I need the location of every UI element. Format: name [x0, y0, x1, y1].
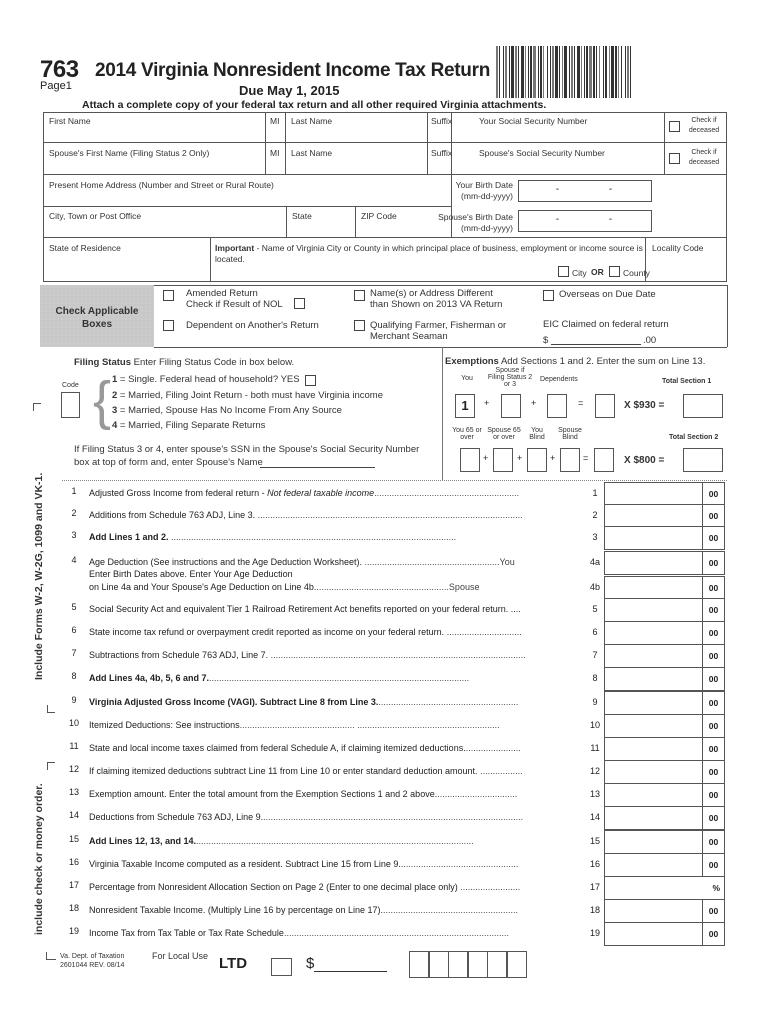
ssn-label: Your Social Security Number [479, 116, 588, 126]
line-7-amount-field[interactable] [604, 644, 725, 668]
line-14-amount-field[interactable] [604, 806, 725, 830]
local-use-label: For Local Use [152, 951, 209, 961]
cents-label: 00 [702, 923, 724, 945]
nol-checkbox[interactable] [294, 298, 305, 309]
you65-label: You 65 or over [452, 427, 482, 441]
eic-amount-field[interactable] [551, 333, 641, 344]
amended-return-label: Amended Return [186, 288, 258, 299]
line-reference: 14 [589, 812, 600, 822]
cents-label: 00 [702, 738, 724, 760]
spouse-first-name-label: Spouse's First Name (Filing Status 2 Only) [49, 148, 210, 158]
cents-label: 00 [702, 645, 724, 667]
line-description: Itemized Deductions: See instructions.............................................. ......................................................... [89, 720, 500, 730]
line-description: State income tax refund or overpayment credit reported as income on your federal return. .............................. [89, 627, 522, 637]
line-number: 14 [68, 810, 79, 820]
line-17-amount-field[interactable] [604, 876, 725, 900]
farmer-label: Qualifying Farmer, Fisherman or Merchant Seaman [370, 320, 507, 342]
line-number: 12 [68, 764, 79, 774]
line-number: 11 [69, 741, 79, 751]
line-description: Add Lines 12, 13, and 14................................................................................................................ [89, 836, 474, 846]
line-number: 4 [71, 555, 77, 565]
state-field[interactable] [288, 221, 352, 235]
ssn-field[interactable] [455, 126, 661, 140]
line-number: 17 [68, 880, 79, 890]
line-reference: 5 [592, 604, 598, 614]
exemption-spouse-field[interactable] [501, 394, 521, 418]
line-3-amount-field[interactable] [604, 526, 725, 550]
barcode-bar [631, 46, 633, 98]
line-reference: 17 [589, 882, 600, 892]
deceased-label: Check if deceased [688, 117, 720, 134]
cents-label: 00 [702, 900, 724, 922]
exemption-sum1-field[interactable] [595, 394, 615, 418]
cents-label: 00 [702, 807, 724, 829]
side-label-forms: Include Forms W-2, W-2G, 1099 and VK-1. [33, 472, 45, 680]
line-reference: 1 [592, 488, 598, 498]
birth-date-label: Your Birth Date [455, 180, 513, 190]
rev-label: 2601044 REV. 08/14 [60, 962, 125, 969]
line-1-amount-field[interactable] [604, 482, 725, 506]
exemption-sum2-field[interactable] [594, 448, 614, 472]
head-of-household-checkbox[interactable] [305, 375, 316, 386]
line-16-amount-field[interactable] [604, 853, 725, 877]
line-number: 3 [71, 530, 77, 540]
important-note: Important - Name of Virginia City or County in which principal place of business, employment or income source is located. [215, 243, 643, 264]
city-option-label: City [572, 268, 587, 278]
line-number: 2 [71, 508, 77, 518]
filing-status-option: 2 = Married, Filing Joint Return - both must have Virginia income [112, 390, 383, 401]
total-section2-field[interactable] [683, 448, 723, 472]
cents-label: 00 [702, 552, 724, 574]
cents-label: 00 [702, 715, 724, 737]
spouse-deceased-checkbox[interactable] [669, 153, 680, 164]
line-12-amount-field[interactable] [604, 760, 725, 784]
spouse-ssn-label: Spouse's Social Security Number [479, 148, 605, 158]
filing-status-option: 3 = Married, Spouse Has No Income From Any Source [112, 405, 342, 416]
line-number: 16 [68, 857, 79, 867]
filing-status-option: 4 = Married, Filing Separate Returns [112, 420, 266, 431]
line-10-amount-field[interactable] [604, 714, 725, 738]
or-label: OR [591, 267, 604, 277]
spouse-if-label: Spouse if Filing Status 2 or 3 [487, 367, 533, 388]
eic-label: EIC Claimed on federal return [543, 319, 669, 330]
dept-label: Va. Dept. of Taxation [60, 953, 125, 960]
cents-label: 00 [702, 831, 724, 853]
line-description: Deductions from Schedule 763 ADJ, Line 9......................................................................................................... [89, 812, 524, 822]
local-use-digit-box[interactable] [507, 951, 527, 978]
line-number: 9 [71, 695, 77, 705]
ltd-checkbox[interactable] [271, 958, 292, 976]
state-label: State [292, 211, 312, 221]
spouse-last-name-label: Last Name [291, 148, 333, 158]
total-section1-field[interactable] [683, 394, 723, 418]
exemption-you-field[interactable]: 1 [455, 394, 475, 418]
spouse-deceased-label: Check if deceased [688, 149, 720, 166]
equals-sign: = [583, 453, 589, 463]
line-13-amount-field[interactable] [604, 783, 725, 807]
line-number: 15 [68, 834, 79, 844]
locality-code-field[interactable] [649, 254, 724, 278]
multiplier2: X $800 = [624, 455, 665, 466]
deceased-checkbox[interactable] [669, 121, 680, 132]
form-title: 2014 Virginia Nonresident Income Tax Return [95, 60, 491, 81]
line-8-amount-field[interactable] [604, 667, 725, 691]
brace-icon: { [93, 371, 112, 431]
line-15-amount-field[interactable] [604, 830, 725, 854]
cents-label: 00 [702, 505, 724, 527]
cents-label: 00 [702, 483, 724, 505]
state-residence-field[interactable] [46, 254, 206, 278]
mi-label: MI [270, 116, 280, 126]
line-number: 1 [71, 486, 77, 496]
you65-field[interactable] [460, 448, 480, 472]
cents-label: 00 [702, 577, 724, 599]
you-blind-field[interactable] [527, 448, 547, 472]
line-description: Age Deduction (See instructions and the Age Deduction Worksheet). ......................................................You [89, 557, 515, 567]
first-name-label: First Name [49, 116, 91, 126]
code-label: Code [62, 382, 79, 389]
multiplier1: X $930 = [624, 400, 665, 411]
line-reference: 4b [589, 582, 600, 592]
cents-label: 00 [702, 784, 724, 806]
form-number: 763 [40, 56, 79, 83]
ltd-amount-field[interactable] [314, 956, 387, 971]
line-number: 10 [68, 718, 79, 728]
locality-code-label: Locality Code [652, 243, 704, 253]
line-2-amount-field[interactable] [604, 504, 725, 528]
exemption-dependents-field[interactable] [547, 394, 567, 418]
filing-note-line1: If Filing Status 3 or 4, enter spouse's SSN in the Spouse's Social Security Number [74, 444, 420, 455]
ltd-dollar: $ [306, 955, 315, 972]
spouse-suffix-label: Suffix [431, 148, 453, 158]
cents-label: 00 [702, 668, 724, 690]
dependent-label: Dependent on Another's Return [186, 320, 319, 331]
line-number: 7 [71, 648, 77, 658]
local-use-digit-box[interactable] [429, 951, 449, 978]
side-label-check: include check or money order. [33, 783, 45, 935]
line-description: Income Tax from Tax Table or Tax Rate Schedule.......................................................................................... [89, 928, 509, 938]
check-applicable-panel: Check Applicable Boxes [40, 285, 154, 347]
cents-label: 00 [702, 622, 724, 644]
city-field[interactable] [46, 221, 284, 235]
line-reference: 15 [589, 836, 600, 846]
local-use-digit-box[interactable] [409, 951, 429, 978]
ltd-label: LTD [219, 955, 248, 972]
zip-label: ZIP Code [361, 211, 397, 221]
filing-status-option: 1 = Single. Federal head of household? YES [112, 374, 300, 385]
filing-status-heading: Filing Status Enter Filing Status Code in box below. [74, 357, 295, 368]
line-reference: 18 [589, 905, 600, 915]
line-number: 18 [68, 903, 79, 913]
line-reference: 6 [592, 627, 598, 637]
line-reference: 9 [592, 697, 598, 707]
plus-sign: + [517, 453, 523, 463]
line-4b-amount-field[interactable] [604, 576, 725, 600]
name-diff-checkbox[interactable] [354, 290, 365, 301]
dependent-checkbox[interactable] [163, 320, 174, 331]
city-label: City, Town or Post Office [49, 211, 142, 221]
line-reference: 3 [592, 532, 598, 542]
line-11-amount-field[interactable] [604, 737, 725, 761]
equals-sign: = [578, 398, 584, 408]
name-diff-label: Name(s) or Address Different than Shown on 2013 VA Return [370, 288, 503, 310]
line-reference: 11 [590, 743, 600, 753]
local-use-digit-box[interactable] [468, 951, 488, 978]
line-description: If claiming itemized deductions subtract Line 11 from Line 10 or enter standard deduction amount. ................. [89, 766, 523, 776]
cents-label: 00 [702, 527, 724, 549]
spouse65-label: Spouse 65 or over [487, 427, 521, 441]
first-name-field[interactable] [46, 126, 263, 140]
spouse-ssn-field[interactable] [455, 158, 661, 172]
dependents-label: Dependents [540, 376, 578, 383]
page-label: Page1 [40, 80, 72, 92]
line-number: 6 [71, 625, 77, 635]
line-description: Additions from Schedule 763 ADJ, Line 3. .......................................................................................................... [89, 510, 523, 520]
barcode [496, 46, 736, 98]
line-description: on Line 4a and Your Spouse's Age Deduction on Line 4b......................................................Spouse [89, 582, 480, 592]
line-reference: 12 [589, 766, 600, 776]
address-field[interactable] [46, 190, 446, 204]
local-use-digit-box[interactable] [487, 951, 507, 978]
birth-date-field[interactable]: - - [518, 180, 652, 202]
filing-status-code-field[interactable] [61, 392, 80, 418]
line-reference: 19 [589, 928, 600, 938]
line-description: Add Lines 4a, 4b, 5, 6 and 7......................................................................................................... [89, 673, 470, 683]
line-18-amount-field[interactable] [604, 899, 725, 923]
plus-sign: + [483, 453, 489, 463]
spouse65-field[interactable] [493, 448, 513, 472]
corner-mark [33, 403, 41, 411]
spouse-blind-field[interactable] [560, 448, 580, 472]
line-description: Virginia Adjusted Gross Income (VAGI). Subtract Line 8 from Line 3......................................................... [89, 697, 519, 707]
line-number: 5 [71, 602, 77, 612]
percent-sign: % [712, 883, 720, 893]
due-date: Due May 1, 2015 [239, 83, 340, 98]
cents-label: 00 [702, 692, 724, 714]
line-reference: 13 [589, 789, 600, 799]
line-number: 19 [68, 926, 79, 936]
line-number: 8 [71, 671, 77, 681]
cents-label: 00 [702, 854, 724, 876]
eic-cents: .00 [643, 335, 657, 346]
line-description: Subtractions from Schedule 763 ADJ, Line 7. ...................................................................................................... [89, 650, 526, 660]
spouse-mi-label: MI [270, 148, 280, 158]
line-description: Add Lines 1 and 2. .................................................................................................................. [89, 532, 457, 542]
last-name-label: Last Name [291, 116, 333, 126]
line-reference: 8 [592, 673, 598, 683]
city-checkbox[interactable] [558, 266, 569, 277]
line-number: 13 [68, 787, 79, 797]
filing-note-line2: box at top of form and, enter Spouse's Name [74, 457, 263, 468]
eic-dollar: $ [543, 335, 549, 346]
line-4-subtext: Enter Birth Dates above. Enter Your Age Deduction [89, 569, 293, 579]
cents-label: 00 [702, 599, 724, 621]
spouse-name-field[interactable] [260, 455, 375, 467]
line-9-amount-field[interactable] [604, 691, 725, 715]
line-5-amount-field[interactable] [604, 598, 725, 622]
spouse-birth-date-label: Spouse's Birth Date [438, 212, 513, 222]
line-6-amount-field[interactable] [604, 621, 725, 645]
line-19-amount-field[interactable] [604, 922, 725, 946]
last-name-field[interactable] [288, 126, 425, 140]
overseas-checkbox[interactable] [543, 290, 554, 301]
spouse-first-name-field[interactable] [46, 158, 263, 172]
line-description: Percentage from Nonresident Allocation Section on Page 2 (Enter to one decimal place only) ........................ [89, 882, 521, 892]
exemptions-heading: Exemptions Add Sections 1 and 2. Enter the sum on Line 13. [445, 356, 706, 367]
line-4a-amount-field[interactable] [604, 551, 725, 575]
total-section2-label: Total Section 2 [669, 434, 719, 441]
spouse-blind-label: Spouse Blind [558, 427, 582, 441]
spouse-birth-date-field[interactable]: - - [518, 210, 652, 232]
line-description: Adjusted Gross Income from federal return - Not federal taxable income.......................................................... [89, 488, 520, 498]
county-option-label: County [623, 268, 650, 278]
line-reference: 10 [589, 720, 600, 730]
plus-sign: + [531, 398, 537, 408]
line-reference: 2 [592, 510, 598, 520]
line-reference: 7 [592, 650, 598, 660]
line-description: Nonresident Taxable Income. (Multiply Line 16 by percentage on Line 17)....................................................... [89, 905, 519, 915]
address-label: Present Home Address (Number and Street or Rural Route) [49, 180, 274, 190]
overseas-label: Overseas on Due Date [559, 289, 656, 300]
local-use-digit-box[interactable] [448, 951, 468, 978]
line-description: Virginia Taxable Income computed as a resident. Subtract Line 15 from Line 9................................................ [89, 859, 519, 869]
plus-sign: + [484, 398, 490, 408]
cents-label: 00 [702, 761, 724, 783]
corner-mark [46, 952, 56, 960]
county-checkbox[interactable] [609, 266, 620, 277]
birth-date-format: (mm-dd-yyyy) [461, 191, 513, 201]
line-description: Social Security Act and equivalent Tier 1 Railroad Retirement Act benefits reported on your federal return. .... [89, 604, 521, 614]
you-blind-label: You Blind [529, 427, 545, 441]
attach-note: Attach a complete copy of your federal tax return and all other required Virginia attachments. [82, 99, 547, 111]
state-residence-label: State of Residence [49, 243, 121, 253]
line-reference: 16 [589, 859, 600, 869]
amended-return-checkbox[interactable] [163, 290, 174, 301]
plus-sign: + [550, 453, 556, 463]
you-label: You [461, 375, 473, 382]
line-description: Exemption amount. Enter the total amount from the Exemption Sections 1 and 2 above................................. [89, 789, 518, 799]
total-section1-label: Total Section 1 [662, 378, 712, 385]
nol-label: Check if Result of NOL [186, 299, 283, 310]
line-reference: 4a [589, 557, 600, 567]
line-description: State and local income taxes claimed from federal Schedule A, if claiming itemized deductions....................... [89, 743, 521, 753]
farmer-checkbox[interactable] [354, 320, 365, 331]
corner-mark [47, 705, 55, 713]
suffix-label: Suffix [431, 116, 453, 126]
corner-mark [47, 762, 55, 770]
spouse-birth-date-format: (mm-dd-yyyy) [461, 223, 513, 233]
